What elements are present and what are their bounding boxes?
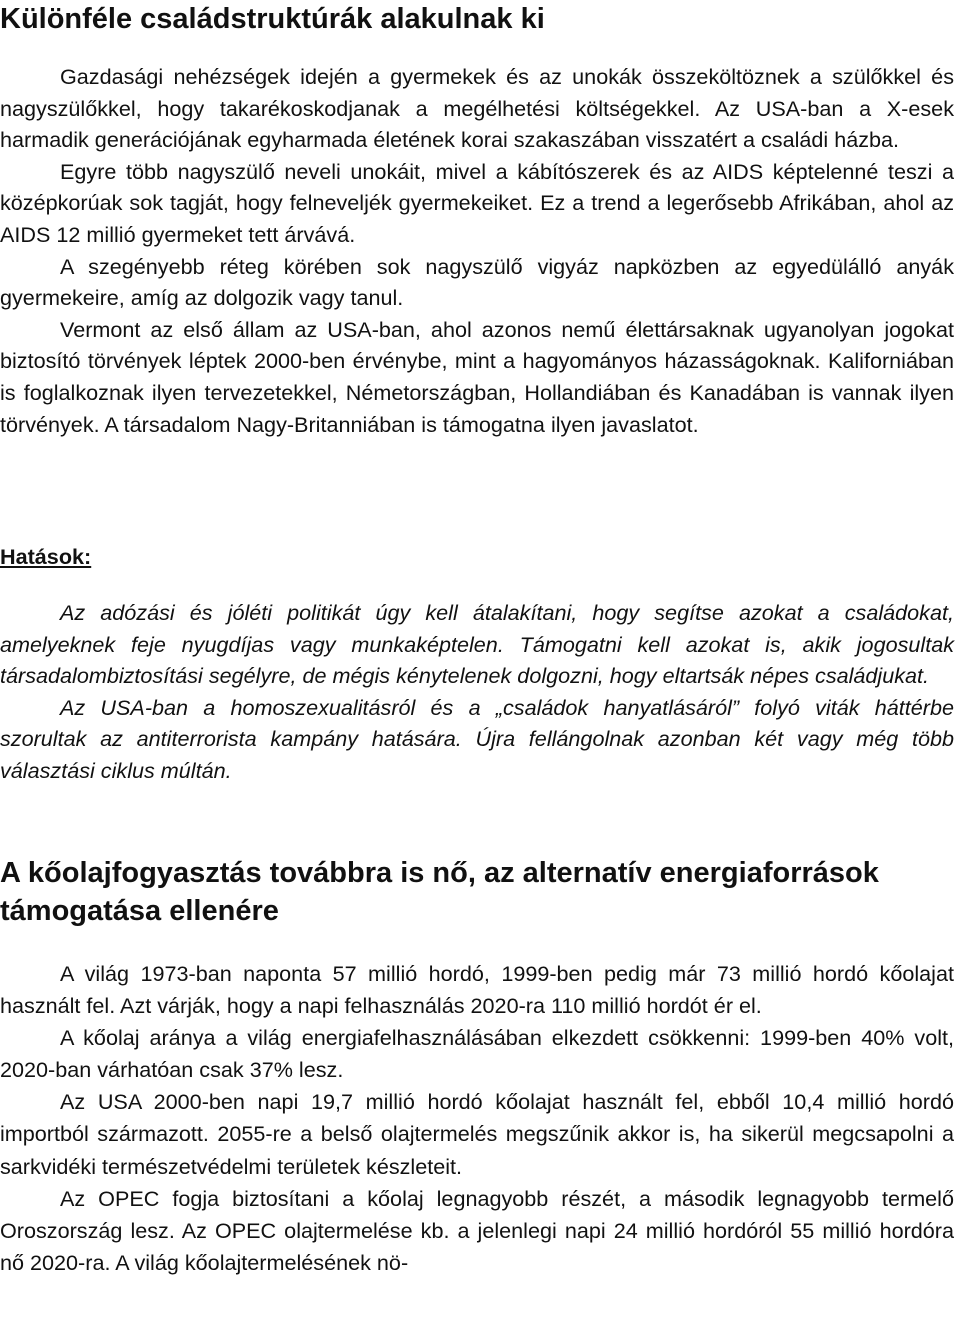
paragraph: Az USA-ban a homoszexualitásról és a „családok hanyatlásáról” folyó viták háttérbe szorultak az antiterrorista kampány hatására. Újra fellángolnak azonban két vagy még több választási ciklus múltán. [0,694,954,783]
paragraph: A kőolaj aránya a világ energiafelhasználásában elkezdett csökkenni: 1999-ben 40% volt, 2020-ban várhatóan csak 37% lesz. [0,1025,954,1083]
paragraph: Egyre több nagyszülő neveli unokáit, mivel a kábítószerek és az AIDS képtelenné teszi a középkorúak sok tagját, hogy felneveljék gyermekeiket. Ez a trend a legerősebb Afrikában, ahol az AIDS 12 millió gyermeket tett árvává. [0,158,954,247]
section-title-oil-consumption: A kőolajfogyasztás továbbra is nő, az alternatív energiaforrások támogatása ellenére [0,857,879,927]
paragraph: Vermont az első állam az USA-ban, ahol azonos nemű élettársaknak ugyanolyan jogokat biztosító törvények léptek 2000-ben érvénybe, mint a hagyományos házasságoknak. Kaliforniában is foglalkoznak ilyen tervezetekkel, Németországban, Hollandiában és Kanadában is vannak ilyen törvények. A társadalom Nagy-Britanniában is támogatna ilyen javaslatot. [0,316,954,437]
paragraph: Az USA 2000-ben napi 19,7 millió hordó kőolajat használt fel, ebből 10,4 millió hordó importból származott. 2055-re a belső olajtermelés megszűnik akkor is, ha sikerül megcsapolni a sarkvidéki természetvédelmi területek készleteit. [0,1089,954,1179]
effects-label: Hatások: [0,544,92,569]
paragraph: A szegényebb réteg körében sok nagyszülő vigyáz napközben az egyedülálló anyák gyermekeire, amíg az dolgozik vagy tanul. [0,253,954,311]
family-structures-text [0,61,954,440]
section-title-family-structures: Különféle családstruktúrák alakulnak ki [0,3,545,35]
effects-text [0,597,954,787]
paragraph: A világ 1973-ban naponta 57 millió hordó, 1999-ben pedig már 73 millió hordó kőolajat használt fel. Azt várják, hogy a napi felhasználás 2020-ra 110 millió hordót ér el. [0,961,954,1019]
paragraph: Gazdasági nehézségek idején a gyermekek és az unokák összeköltöznek a szülőkkel és nagyszülőkkel, hogy takarékoskodjanak a megélhetési költségekkel. Az USA-ban a X-esek harmadik generációjának egyharmada életének korai szakaszában visszatért a családi házba. [0,64,954,153]
oil-consumption-text [0,958,954,1279]
paragraph: Az adózási és jóléti politikát úgy kell átalakítani, hogy segítse azokat a családokat, amelyeknek feje nyugdíjas vagy munkaképtelen. Támogatni kell azokat is, akik jogosultak társadalombiztosítási segélyre, de mégis kénytelenek dolgozni, hogy eltartsák népes családjukat. [0,600,954,689]
paragraph: Az OPEC fogja biztosítani a kőolaj legnagyobb részét, a második legnagyobb termelő Oroszország lesz. Az OPEC olajtermelése kb. a jelenlegi napi 24 millió hordóról 55 millió hordóra nő 2020-ra. A világ kőolajtermelésének nö- [0,1185,954,1275]
